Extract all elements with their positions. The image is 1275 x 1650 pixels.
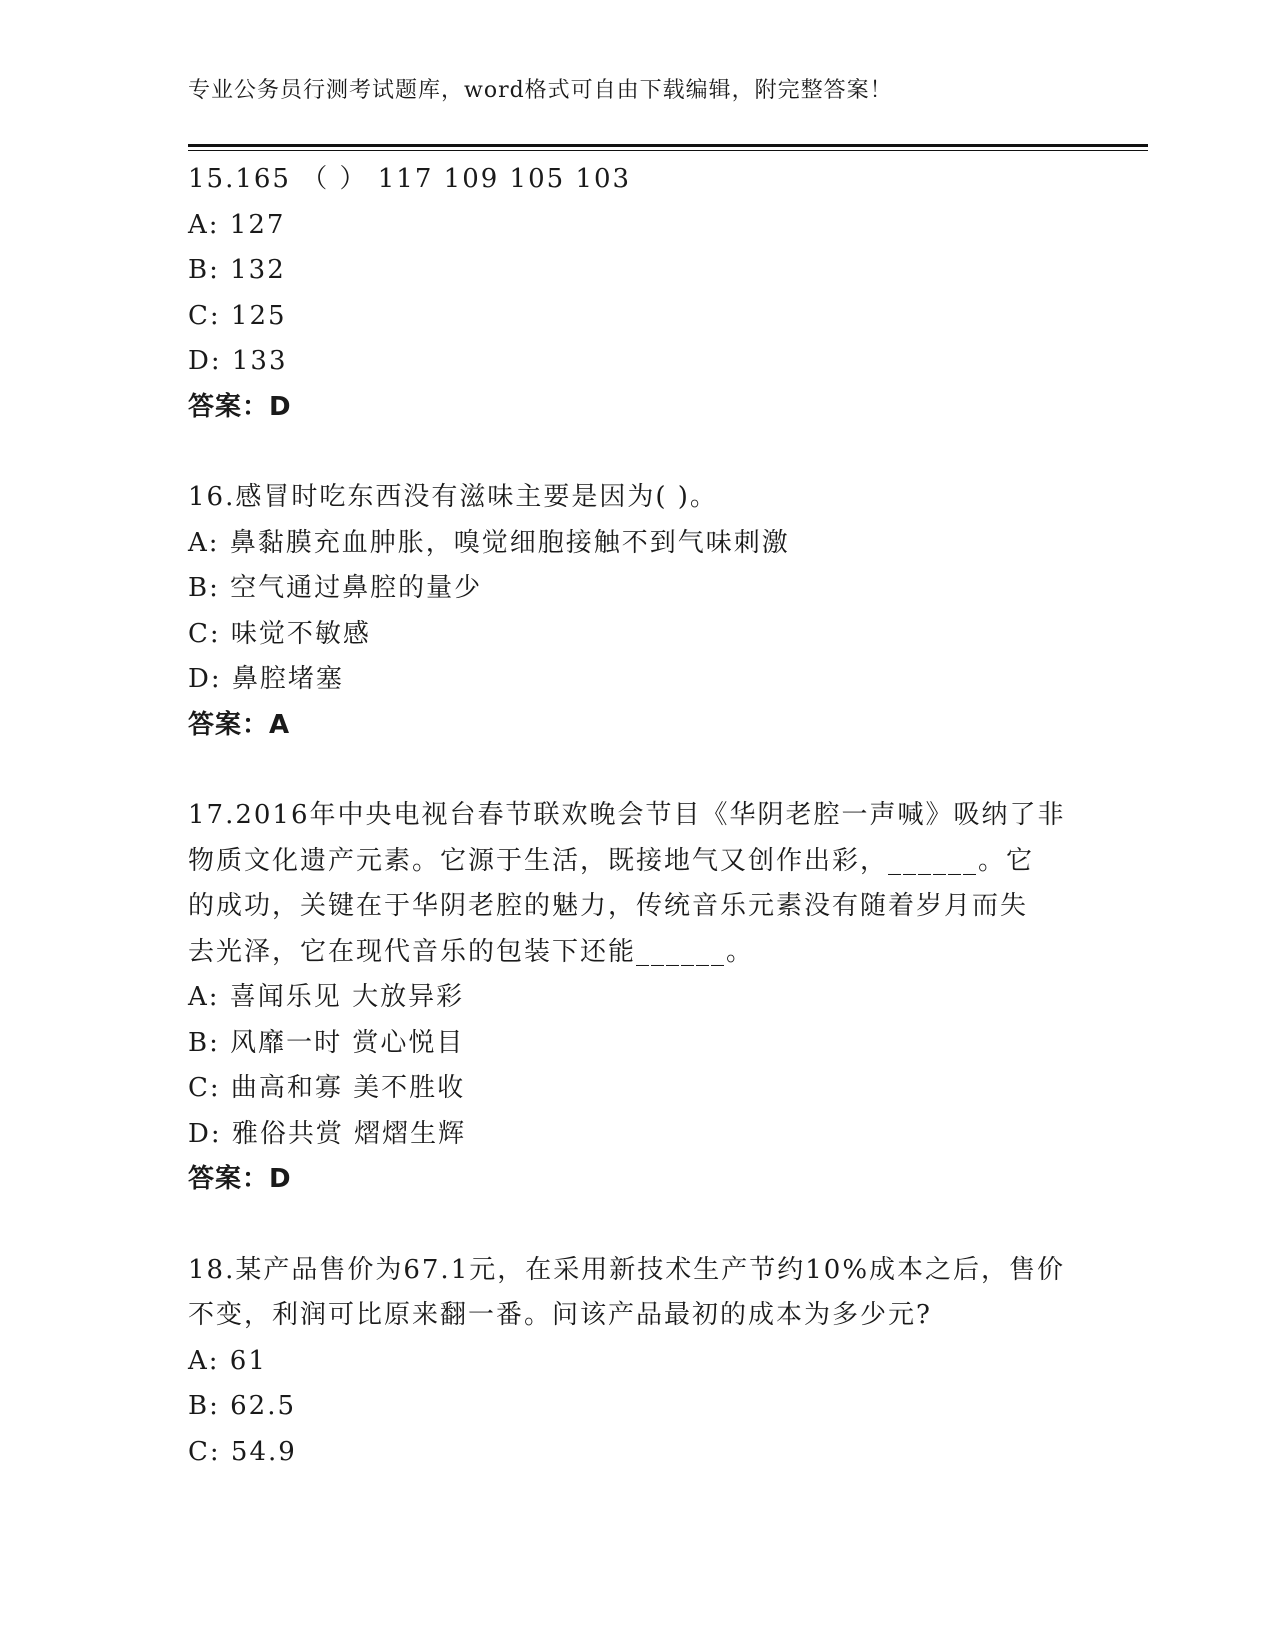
- question-stem-line: 去光泽，它在现代音乐的包装下还能______。: [188, 936, 755, 967]
- question-stem: 16.感冒时吃东西没有滋味主要是因为( )。: [188, 482, 718, 512]
- option-c: C: 曲高和寡 美不胜收: [188, 1073, 466, 1103]
- option-c: C: 54.9: [188, 1436, 297, 1467]
- option-d: D: 鼻腔堵塞: [188, 664, 344, 694]
- option-b: B: 空气通过鼻腔的量少: [188, 573, 483, 603]
- question-18: [188, 1248, 1088, 1476]
- option-a: A: 127: [188, 209, 286, 240]
- header-rule-thick: [188, 144, 1148, 147]
- question-list: [188, 157, 1088, 1475]
- page-header: 专业公务员行测考试题库，word格式可自由下载编辑，附完整答案！: [188, 78, 893, 103]
- option-a: A: 鼻黏膜充血肿胀，嗅觉细胞接触不到气味刺激: [188, 527, 790, 558]
- header-rule-thin: [188, 150, 1148, 151]
- question-stem-line: 18.某产品售价为67.1元，在采用新技术生产节约10%成本之后，售价: [188, 1254, 1066, 1285]
- option-a: A: 61: [188, 1345, 267, 1376]
- question-stem-line: 物质文化遗产元素。它源于生活，既接地气又创作出彩，______。它: [188, 845, 1035, 876]
- option-b: B: 132: [188, 255, 286, 285]
- option-a: A: 喜闻乐见 大放异彩: [188, 982, 465, 1012]
- question-stem: 15.165 （ ） 117 109 105 103: [188, 164, 632, 194]
- question-stem-line: 17.2016年中央电视台春节联欢晚会节目《华阴老腔一声喊》吸纳了非: [188, 800, 1066, 830]
- answer-label: 答案：A: [188, 709, 291, 740]
- answer-label: 答案：D: [188, 1164, 292, 1194]
- question-17: [188, 793, 1088, 1203]
- question-stem-line: 不变，利润可比原来翻一番。问该产品最初的成本为多少元?: [188, 1300, 932, 1330]
- spacer: [188, 748, 1088, 793]
- question-stem-line: 的成功，关键在于华阴老腔的魅力，传统音乐元素没有随着岁月而失: [188, 891, 1029, 921]
- option-d: D: 133: [188, 346, 288, 376]
- option-b: B: 62.5: [188, 1391, 297, 1421]
- option-c: C: 味觉不敏感: [188, 618, 371, 649]
- answer-label: 答案：D: [188, 391, 292, 422]
- spacer: [188, 430, 1088, 475]
- question-16: [188, 475, 1088, 748]
- spacer: [188, 1203, 1088, 1248]
- option-d: D: 雅俗共赏 熠熠生辉: [188, 1118, 467, 1149]
- option-c: C: 125: [188, 300, 287, 331]
- question-15: [188, 157, 1088, 430]
- option-b: B: 风靡一时 赏心悦目: [188, 1027, 465, 1058]
